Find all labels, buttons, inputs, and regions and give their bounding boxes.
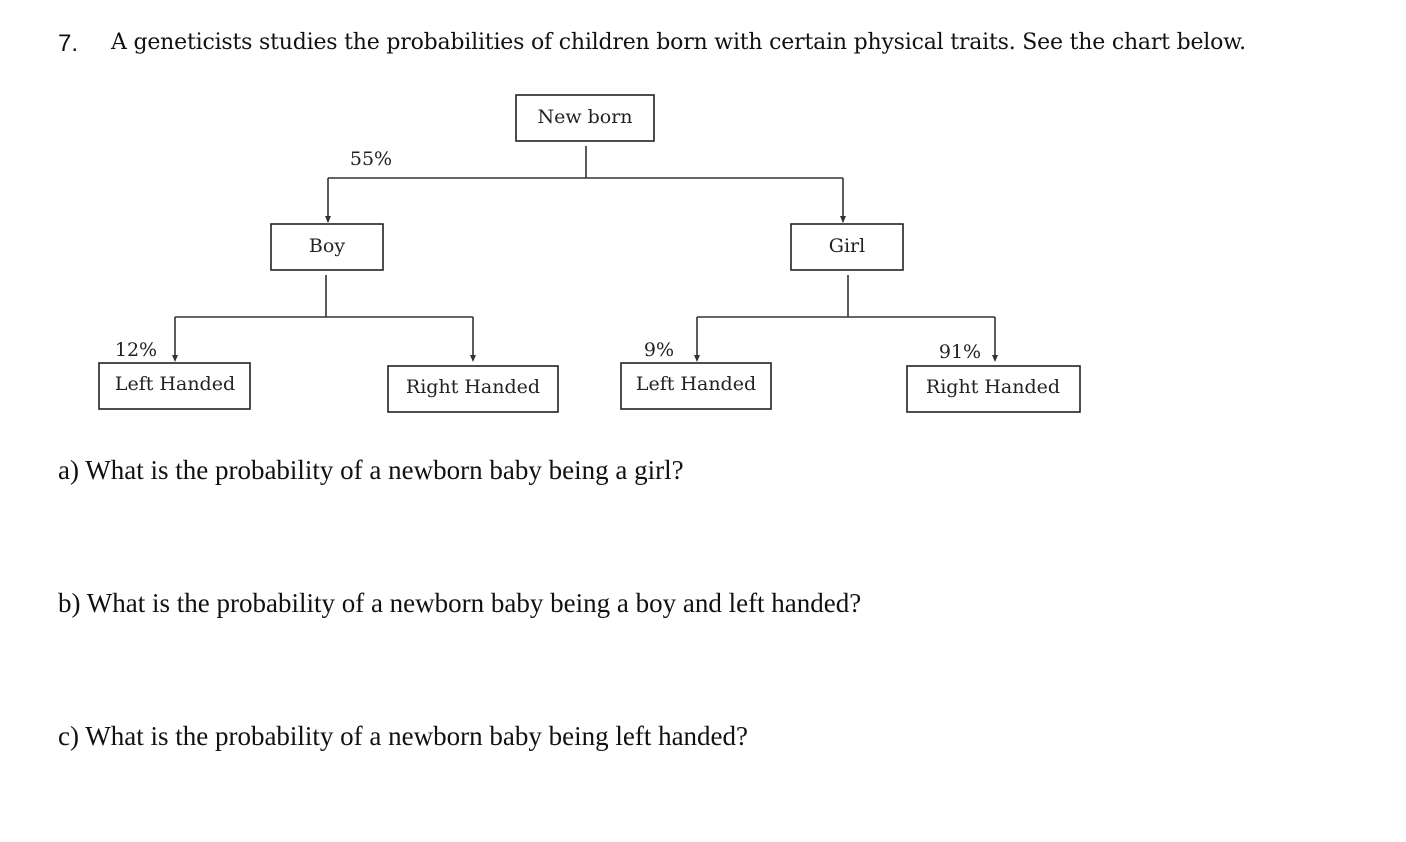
boy-left-arrowhead	[172, 355, 178, 362]
girl-arrowhead	[840, 216, 846, 223]
boy-left-probability-label: 12%	[114, 339, 158, 361]
subquestion-c: c) What is the probability of a newborn baby being left handed?	[58, 721, 749, 751]
boy-probability-label: 55%	[349, 148, 393, 170]
subquestion-b: b) What is the probability of a newborn baby being a boy and left handed?	[58, 588, 862, 618]
subquestion-a: a) What is the probability of a newborn baby being a girl?	[58, 455, 684, 485]
question-text: A geneticists studies the probabilities of children born with certain physical traits. See the chart below.	[111, 30, 1246, 55]
girl-right-arrowhead	[992, 355, 998, 362]
question-number: 7.	[58, 30, 79, 57]
girl-left-arrowhead	[694, 355, 700, 362]
girl-left-probability-label: 9%	[643, 339, 675, 361]
girl-right-handed-label: Right Handed	[925, 376, 1061, 398]
girl-left-handed-label: Left Handed	[635, 373, 757, 395]
boy-label: Boy	[308, 235, 346, 257]
boy-right-arrowhead	[470, 355, 476, 362]
girl-label: Girl	[828, 235, 866, 257]
boy-arrowhead	[325, 216, 331, 223]
root-label: New born	[537, 106, 633, 128]
girl-right-probability-label: 91%	[938, 341, 982, 363]
boy-right-handed-label: Right Handed	[405, 376, 541, 398]
boy-left-handed-label: Left Handed	[114, 373, 236, 395]
